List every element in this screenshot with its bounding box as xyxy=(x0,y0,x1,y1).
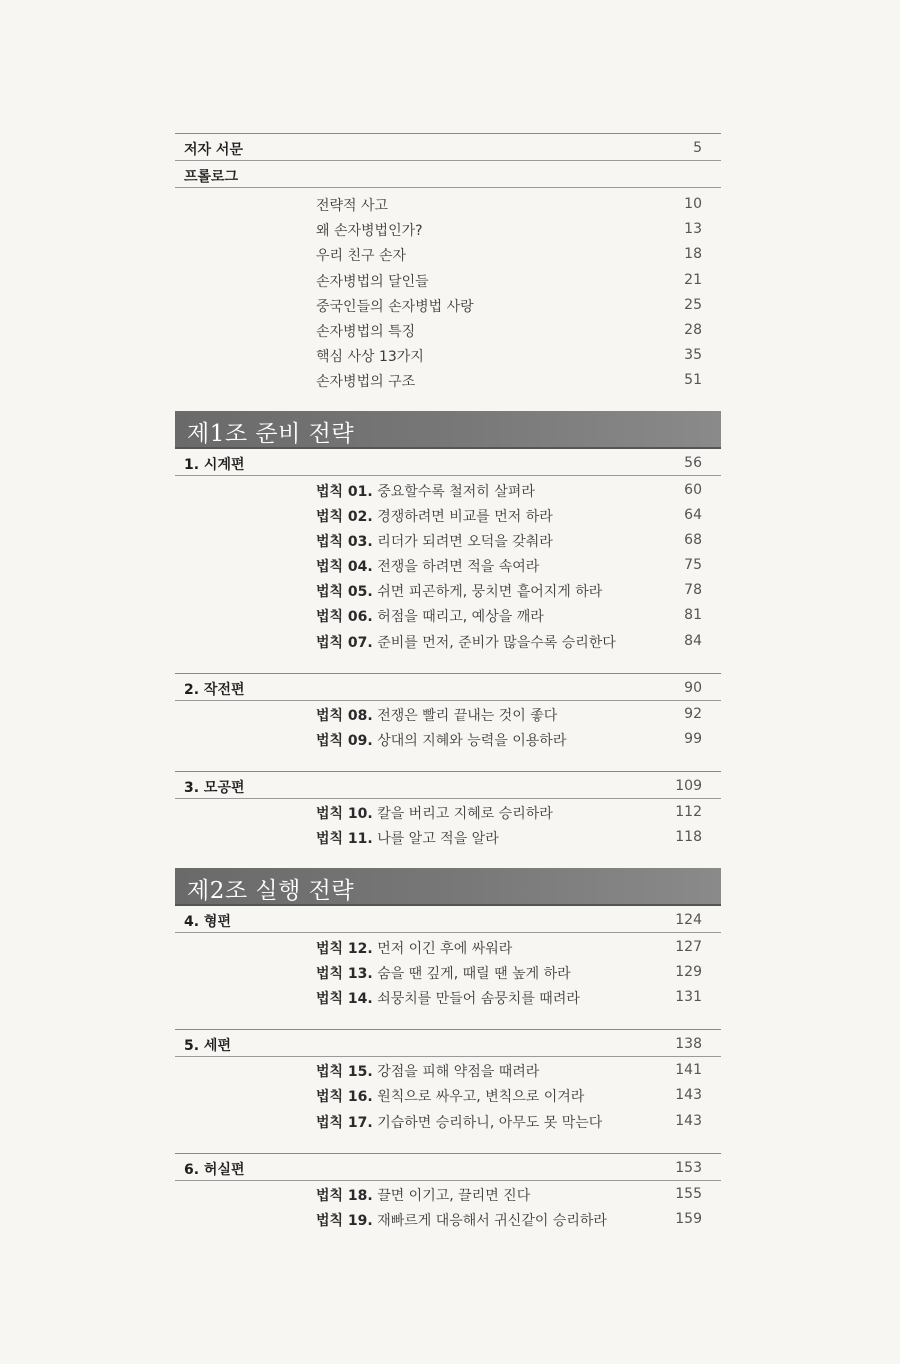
subentry-title: 손자병법의 구조 xyxy=(316,374,416,391)
law-text: 전쟁은 빨리 끝내는 것이 좋다 xyxy=(377,707,558,724)
toc-law[interactable] xyxy=(175,628,721,653)
table-of-contents xyxy=(175,133,721,1231)
toc-law[interactable] xyxy=(175,1082,721,1107)
chapter-page: 153 xyxy=(675,1159,702,1176)
subentry-title: 전략적 사고 xyxy=(316,198,389,214)
law-page: 60 xyxy=(684,481,702,498)
law-page: 64 xyxy=(684,506,702,523)
subentry-title: 우리 친구 손자 xyxy=(316,248,407,265)
law-label: 법칙 04. xyxy=(316,559,373,576)
chapter-title: 3. 모공편 xyxy=(184,780,245,797)
toc-law[interactable] xyxy=(175,799,721,824)
subentry-page: 13 xyxy=(684,221,702,238)
toc-law[interactable] xyxy=(175,1108,721,1133)
law-label: 법칙 11. xyxy=(316,831,373,848)
entry-page: 5 xyxy=(693,140,702,156)
law-label: 법칙 12. xyxy=(316,940,373,957)
toc-law[interactable] xyxy=(175,1206,721,1231)
law-page: 68 xyxy=(684,531,702,548)
subentry-page: 35 xyxy=(684,347,702,364)
subentry-page: 28 xyxy=(684,321,702,338)
law-page: 75 xyxy=(684,557,702,574)
law-text: 기습하면 승리하니, 아무도 못 막는다 xyxy=(377,1114,603,1131)
law-page: 99 xyxy=(684,731,702,747)
law-text: 중요할수록 철저히 살펴라 xyxy=(377,483,535,500)
law-label: 법칙 16. xyxy=(316,1089,373,1106)
law-page: 131 xyxy=(675,988,702,1005)
law-label: 법칙 19. xyxy=(316,1212,373,1229)
law-page: 118 xyxy=(675,829,702,846)
toc-law[interactable] xyxy=(175,959,721,984)
law-page: 141 xyxy=(675,1062,702,1079)
toc-chapter[interactable] xyxy=(175,449,721,476)
subentry-title: 손자병법의 달인들 xyxy=(316,273,429,290)
toc-entry-preface[interactable] xyxy=(175,134,721,161)
law-page: 143 xyxy=(675,1112,702,1129)
toc-chapter[interactable] xyxy=(175,1030,721,1057)
toc-subentry[interactable] xyxy=(175,191,721,216)
law-label: 법칙 01. xyxy=(316,483,373,500)
law-label: 법칙 10. xyxy=(316,806,373,823)
part-title: 제2조 실행 전략 xyxy=(187,877,355,904)
law-page: 155 xyxy=(675,1185,702,1202)
toc-law[interactable] xyxy=(175,701,721,726)
toc-chapter[interactable] xyxy=(175,772,721,799)
chapter-title: 6. 허실편 xyxy=(184,1161,245,1178)
law-label: 법칙 06. xyxy=(316,609,373,626)
chapter-page: 138 xyxy=(675,1036,702,1053)
law-text: 쉬면 피곤하게, 뭉치면 흩어지게 하라 xyxy=(377,584,603,601)
law-page: 92 xyxy=(684,705,702,722)
toc-law[interactable] xyxy=(175,602,721,627)
law-text: 허점을 때리고, 예상을 깨라 xyxy=(377,609,544,626)
toc-law[interactable] xyxy=(175,577,721,602)
toc-subentry[interactable] xyxy=(175,292,721,317)
subentry-title: 중국인들의 손자병법 사랑 xyxy=(316,298,474,315)
chapter-title: 4. 형편 xyxy=(184,913,231,930)
law-label: 법칙 09. xyxy=(316,733,373,749)
law-page: 159 xyxy=(675,1210,702,1227)
law-text: 강점을 피해 약점을 때려라 xyxy=(377,1064,540,1081)
toc-subentry[interactable] xyxy=(175,342,721,367)
law-text: 나를 알고 적을 알라 xyxy=(377,831,499,848)
chapter-page: 90 xyxy=(684,679,702,696)
toc-law[interactable] xyxy=(175,824,721,849)
subentry-page: 18 xyxy=(684,246,702,263)
toc-subentry[interactable] xyxy=(175,241,721,266)
chapter-title: 2. 작전편 xyxy=(184,681,245,698)
toc-law[interactable] xyxy=(175,1181,721,1206)
law-page: 127 xyxy=(675,938,702,955)
chapter-title: 1. 시계편 xyxy=(184,456,245,473)
law-label: 법칙 08. xyxy=(316,707,373,724)
toc-law[interactable] xyxy=(175,1057,721,1082)
entry-title: 프롤로그 xyxy=(184,169,239,185)
law-text: 경쟁하려면 비교를 먼저 하라 xyxy=(377,508,553,525)
law-label: 법칙 02. xyxy=(316,508,373,525)
chapter-page: 109 xyxy=(675,778,702,795)
law-text: 쇠뭉치를 만들어 솜뭉치를 때려라 xyxy=(377,990,580,1007)
part-title: 제1조 준비 전략 xyxy=(187,420,355,447)
law-page: 143 xyxy=(675,1087,702,1104)
toc-subentry[interactable] xyxy=(175,367,721,392)
toc-chapter[interactable] xyxy=(175,1154,721,1181)
law-text: 먼저 이긴 후에 싸워라 xyxy=(377,940,513,957)
chapter-title: 5. 세편 xyxy=(184,1038,231,1055)
chapter-page: 124 xyxy=(675,911,702,928)
toc-law[interactable] xyxy=(175,552,721,577)
law-label: 법칙 05. xyxy=(316,584,373,601)
law-text: 준비를 먼저, 준비가 많을수록 승리한다 xyxy=(377,634,616,651)
law-text: 원칙으로 싸우고, 변칙으로 이겨라 xyxy=(377,1089,585,1106)
part-heading xyxy=(175,411,721,449)
law-text: 숨을 땐 깊게, 때릴 땐 높게 하라 xyxy=(377,965,571,982)
toc-chapter[interactable] xyxy=(175,906,721,933)
toc-subentry[interactable] xyxy=(175,317,721,342)
law-label: 법칙 14. xyxy=(316,990,373,1007)
law-page: 112 xyxy=(675,804,702,821)
toc-law[interactable] xyxy=(175,934,721,959)
law-label: 법칙 03. xyxy=(316,533,373,550)
subentry-page: 21 xyxy=(684,271,702,288)
entry-title: 저자 서문 xyxy=(184,142,243,158)
law-label: 법칙 15. xyxy=(316,1064,373,1081)
part-heading xyxy=(175,868,721,906)
toc-subentry[interactable] xyxy=(175,216,721,241)
toc-entry-prologue[interactable] xyxy=(175,161,721,188)
subentry-title: 손자병법의 특징 xyxy=(316,323,416,340)
toc-law[interactable] xyxy=(175,726,721,751)
subentry-page: 10 xyxy=(684,196,702,212)
law-page: 129 xyxy=(675,963,702,980)
toc-law[interactable] xyxy=(175,527,721,552)
toc-law[interactable] xyxy=(175,477,721,502)
law-page: 78 xyxy=(684,582,702,599)
toc-subentry[interactable] xyxy=(175,267,721,292)
law-text: 재빠르게 대응해서 귀신같이 승리하라 xyxy=(377,1212,607,1229)
toc-law[interactable] xyxy=(175,984,721,1009)
chapter-page: 56 xyxy=(684,454,702,471)
law-label: 법칙 07. xyxy=(316,634,373,651)
subentry-page: 25 xyxy=(684,296,702,313)
law-text: 전쟁을 하려면 적을 속여라 xyxy=(377,559,540,576)
subentry-title: 핵심 사상 13가지 xyxy=(316,349,424,366)
law-label: 법칙 18. xyxy=(316,1187,373,1204)
law-text: 상대의 지혜와 능력을 이용하라 xyxy=(377,733,567,749)
law-page: 81 xyxy=(684,607,702,624)
law-label: 법칙 13. xyxy=(316,965,373,982)
law-label: 법칙 17. xyxy=(316,1114,373,1131)
subentry-title: 왜 손자병법인가? xyxy=(316,223,423,240)
subentry-page: 51 xyxy=(684,372,702,389)
law-page: 84 xyxy=(684,632,702,649)
toc-law[interactable] xyxy=(175,502,721,527)
law-text: 리더가 되려면 오덕을 갖춰라 xyxy=(377,533,553,550)
toc-chapter[interactable] xyxy=(175,674,721,701)
law-text: 칼을 버리고 지혜로 승리하라 xyxy=(377,806,553,823)
law-text: 끌면 이기고, 끌리면 진다 xyxy=(377,1187,531,1204)
